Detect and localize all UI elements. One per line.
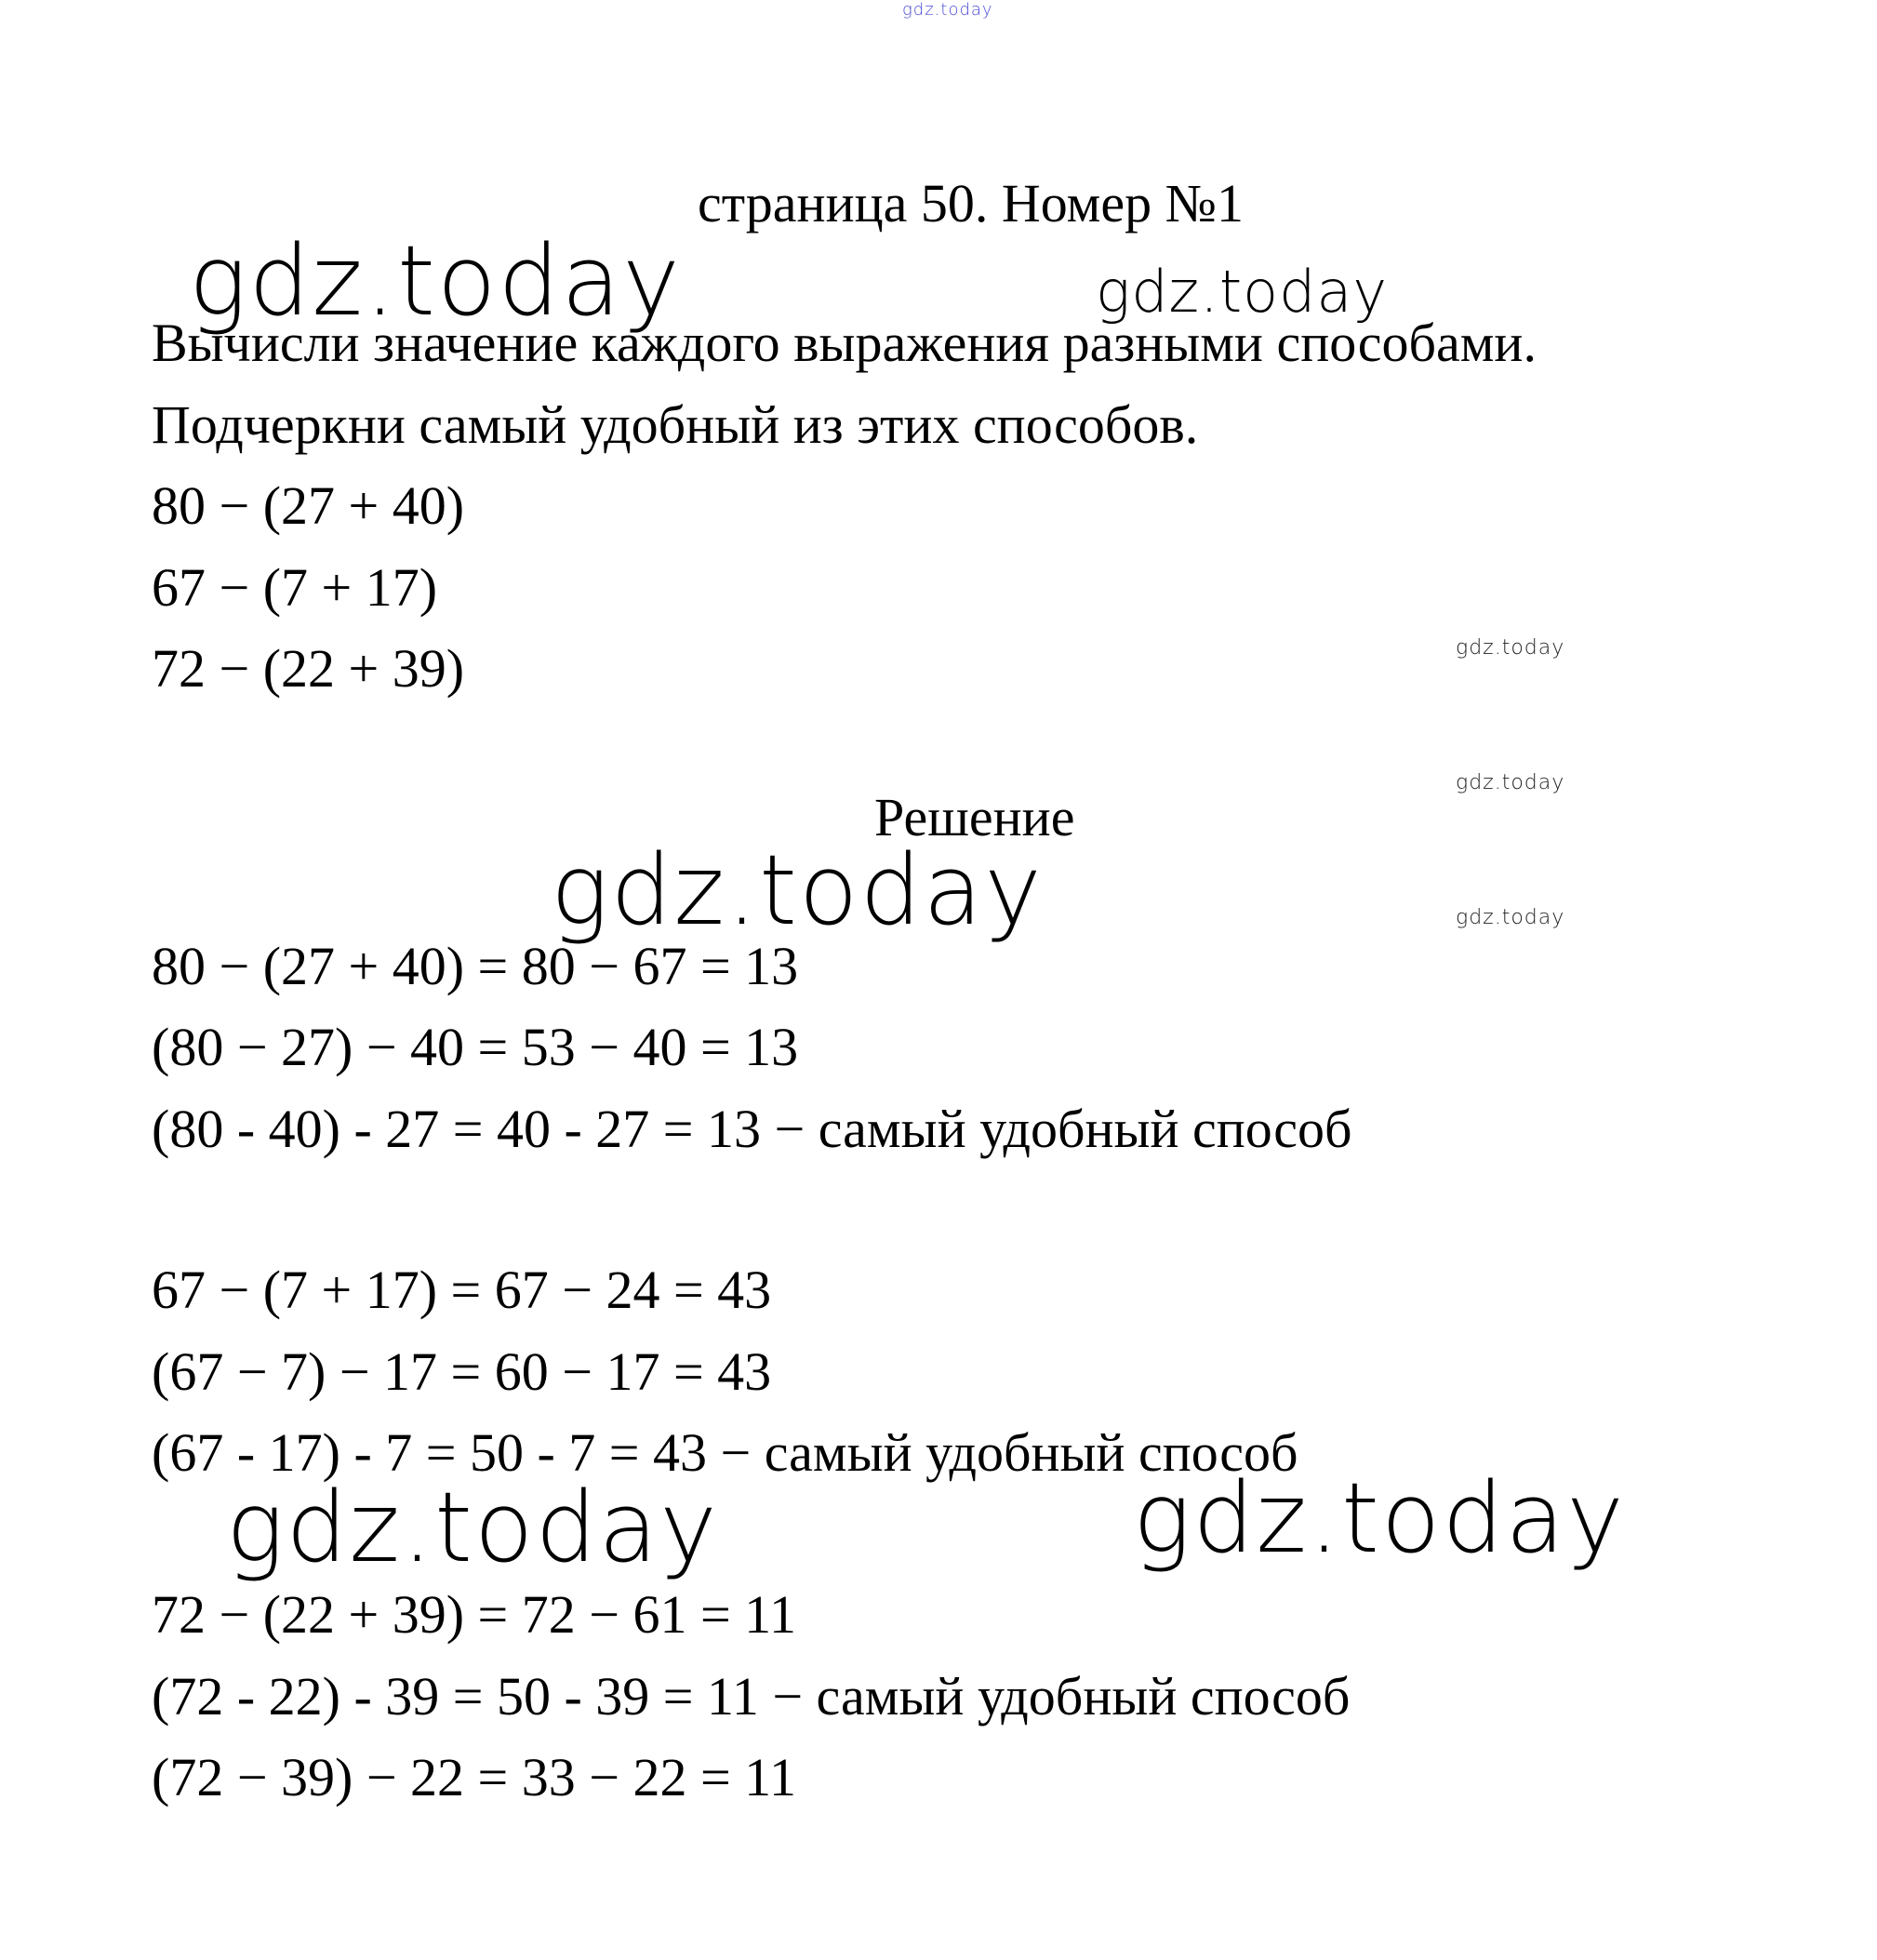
solution-line: (72 − 39) − 22 = 33 − 22 = 11 [152, 1747, 797, 1807]
watermark: gdz.today [1456, 771, 1565, 794]
header-watermark: gdz.today [902, 0, 993, 20]
watermark: gdz.today [189, 224, 682, 338]
watermark: gdz.today [1456, 1896, 1565, 1919]
watermark: gdz.today [1456, 636, 1565, 660]
solution-line: (67 - 17) - 7 = 50 - 7 = 43 − самый удобный способ [152, 1422, 1298, 1483]
watermark: gdz.today [1456, 906, 1565, 929]
watermark: gdz.today [1096, 258, 1389, 326]
watermark: gdz.today [1133, 1461, 1626, 1575]
task-expression: 67 − (7 + 17) [152, 557, 438, 618]
watermark: gdz.today [551, 833, 1044, 947]
task-instruction-line-1: Вычисли значение каждого выражения разными способами. [152, 313, 1537, 373]
solution-line: 67 − (7 + 17) = 67 − 24 = 43 [152, 1260, 772, 1320]
task-instruction-line-2: Подчеркни самый удобный из этих способов. [152, 394, 1199, 455]
solution-line: (80 − 27) − 40 = 53 − 40 = 13 [152, 1017, 799, 1077]
page-title: страница 50. Номер №1 [698, 173, 1244, 233]
solution-heading: Решение [874, 787, 1075, 847]
watermark: gdz.today [226, 1471, 719, 1584]
task-expression: 72 − (22 + 39) [152, 638, 465, 699]
solution-line: 72 − (22 + 39) = 72 − 61 = 11 [152, 1584, 797, 1645]
solution-line: (67 − 7) − 17 = 60 − 17 = 43 [152, 1341, 772, 1402]
solution-line: 80 − (27 + 40) = 80 − 67 = 13 [152, 936, 799, 996]
task-expression: 80 − (27 + 40) [152, 475, 465, 536]
solution-line: (72 - 22) - 39 = 50 - 39 = 11 − самый удобный способ [152, 1666, 1351, 1727]
solution-line: (80 - 40) - 27 = 40 - 27 = 13 − самый удобный способ [152, 1099, 1352, 1159]
